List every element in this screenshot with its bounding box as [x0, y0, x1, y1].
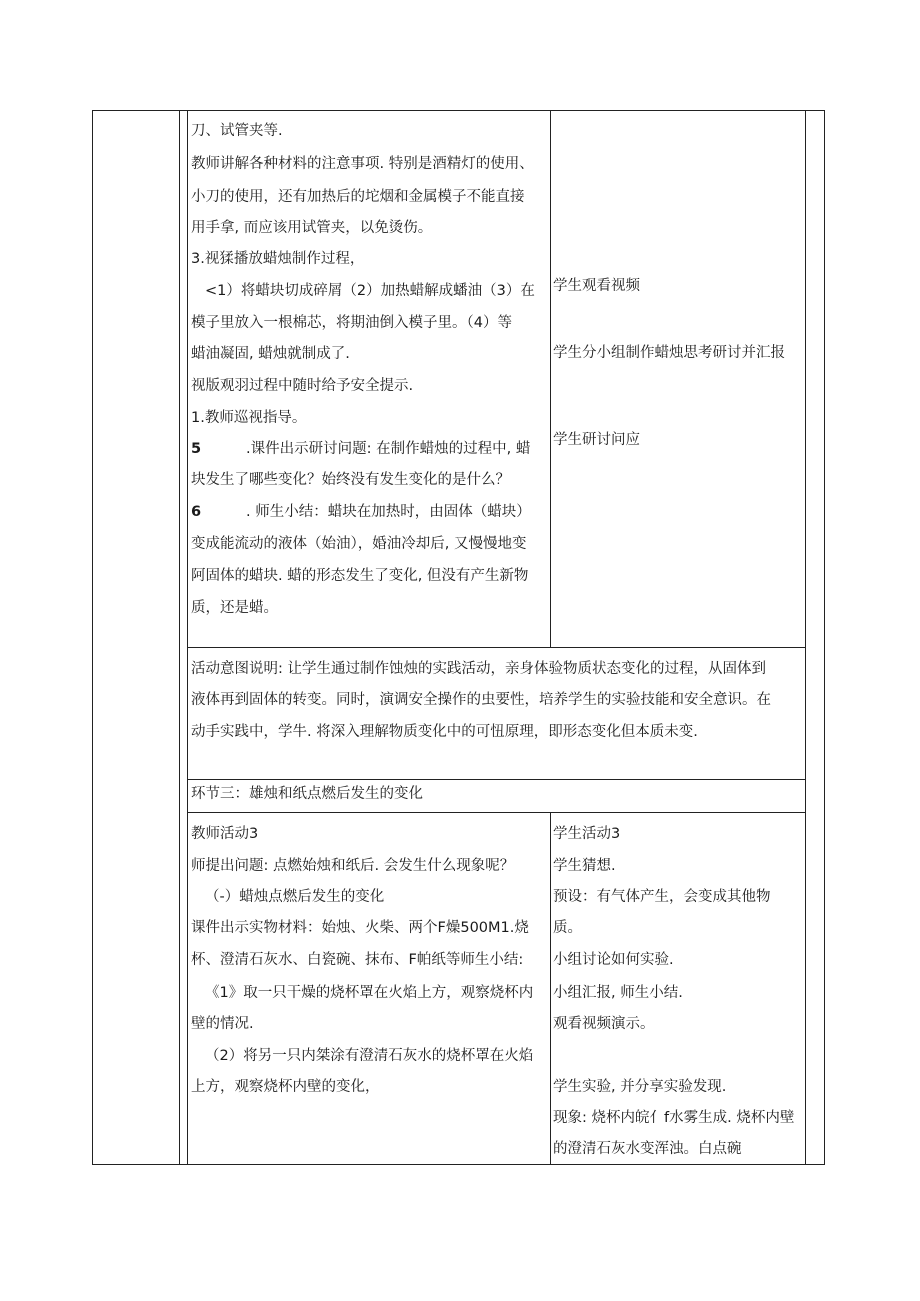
step-number: 6 — [191, 504, 202, 520]
text-line: 观看视频演示。 — [553, 1016, 655, 1032]
text-line: 学生研讨问应 — [553, 432, 640, 448]
text-line: （2）将另一只内桀涂有澄清石灰水的烧杯罩在火焰 — [205, 1048, 534, 1064]
text-line: 动手实践中，学牛. 将深入理解物质变化中的可忸原理，即形态变化但本质未变. — [191, 724, 698, 740]
column-divider — [805, 110, 806, 1165]
text-line: 活动意图说明: 让学生通过制作蚀烛的实践活动，亲身体验物质状态变化的过程，从固体到 — [191, 661, 766, 677]
step-heading: 1.教师巡视指导。 — [191, 410, 307, 426]
text-line: 上方，观察烧杯内壁的变化， — [191, 1079, 380, 1095]
column-heading: 教师活动3 — [191, 826, 259, 842]
text-line: 块发生了哪些变化？始终没有发生变化的是什么？ — [191, 472, 510, 488]
text-line: 教师讲解各种材料的注意事项. 特别是酒精灯的使用、 — [191, 156, 534, 172]
text-line: 质，还是蜡。 — [191, 600, 278, 616]
text-line: （-）蜡烛点燃后发生的变化 — [205, 889, 385, 905]
text-line: 学生分小组制作蜡烛思考研讨并汇报 — [553, 345, 785, 361]
column-heading: 学生活动3 — [553, 826, 621, 842]
text-line: . 师生小结：蜡块在加热时，由固体（蜡块） — [246, 504, 531, 520]
text-line: .课件出示研讨问题: 在制作蜡烛的过程中, 蜡 — [246, 441, 531, 457]
text-line: 师提出问题: 点燃始烛和纸后. 会发生什么现象呢？ — [191, 858, 515, 874]
text-line: <1）将蜡块切成碎屑（2）加热蜡解成蟠油（3）在 — [205, 283, 535, 299]
text-line: 阿固体的蜡块. 蜡的形态发生了变化, 但没有产生新物 — [191, 568, 529, 584]
text-line: 现象: 烧杯内皖亻f水雾生成. 烧杯内壁 — [553, 1110, 795, 1126]
column-divider — [550, 812, 551, 1165]
text-line: 变成能流动的液体（始油），婚油冷却后, 又慢慢地变 — [191, 536, 527, 552]
text-line: 小刀的使用，还有加热后的坨烟和金属模子不能直接 — [191, 189, 525, 205]
text-line: 壁的情况. — [191, 1016, 254, 1032]
text-line: 《1》取一只干燥的烧杯罩在火焰上方，观察烧杯内 — [205, 985, 534, 1001]
text-line: 质。 — [553, 920, 582, 936]
section-title: 环节三：雄烛和纸点燃后发生的变化 — [191, 786, 423, 802]
text-line: 课件出示实物材料：始烛、火柴、两个F燥500M1.烧 — [191, 920, 529, 936]
text-line: 的澄清石灰水变浑浊。白点碗 — [553, 1141, 742, 1157]
text-line: 刀、试管夹等. — [191, 123, 283, 139]
text-line: 预设：有气体产生，会变成其他物 — [553, 889, 771, 905]
column-divider — [550, 110, 551, 647]
step-heading: 3.视猱播放蜡烛制作过程， — [191, 251, 365, 267]
text-line: 杯、澄清石灰水、白瓷碗、抹布、F帕纸等师生小结: — [191, 952, 524, 968]
row-divider — [187, 647, 805, 648]
text-line: 学生猜想. — [553, 858, 616, 874]
text-line: 小组汇报, 师生小结. — [553, 985, 683, 1001]
text-line: 学生观看视频 — [553, 278, 640, 294]
text-line: 视版观羽过程中随时给予安全提示. — [191, 378, 414, 394]
text-line: 小组讨论如何实验. — [553, 952, 674, 968]
step-number: 5 — [191, 441, 202, 457]
text-line: 学生实验, 并分享实验发现. — [553, 1079, 727, 1095]
text-line: 模子里放入一根棉芯，将期油倒入模子里。（4）等 — [191, 315, 512, 331]
text-line: 液体再到固体的转变。同时，演调安全操作的虫要性，培养学生的实验技能和安全意识。在 — [191, 692, 771, 708]
text-line: 蜡油凝固, 蜡烛就制成了. — [191, 346, 350, 362]
row-divider — [187, 812, 805, 813]
column-divider — [179, 110, 180, 1165]
column-divider — [187, 110, 188, 1165]
row-divider — [187, 779, 805, 780]
text-line: 用手拿, 而应该用试管夹，以免烫伤。 — [191, 220, 433, 236]
